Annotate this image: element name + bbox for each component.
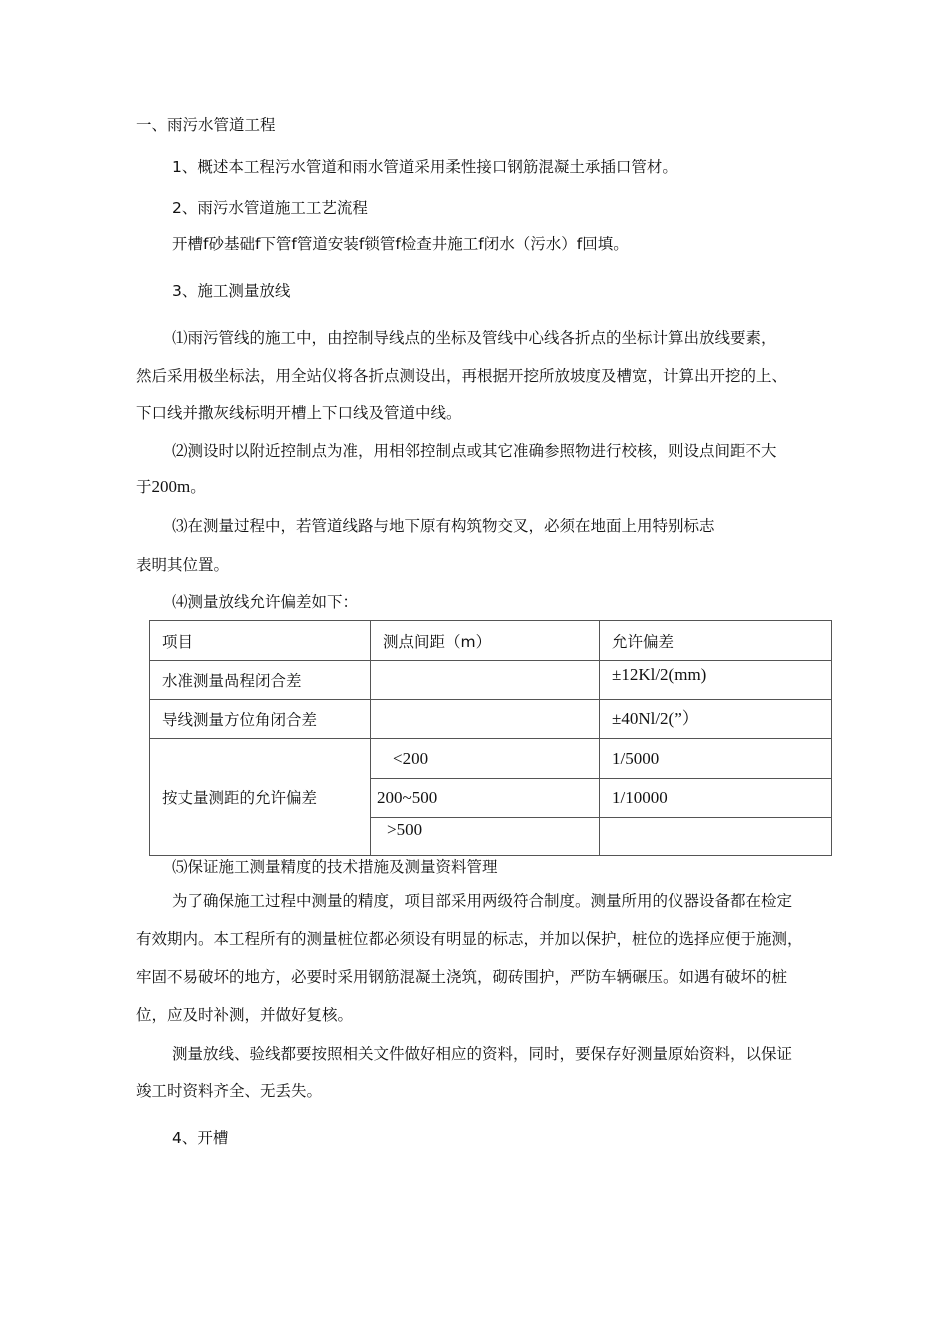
paragraph-6-line-2: 有效期内。本工程所有的测量桩位都必须设有明显的标志，并加以保护，桩位的选择应便于施测， — [136, 930, 803, 948]
table-header-row — [150, 621, 832, 661]
subsection-3-title: 3、施工测量放线 — [172, 282, 291, 300]
tolerance-table — [149, 620, 832, 856]
paragraph-7-line-2: 竣工时资料齐全、无丢失。 — [136, 1082, 323, 1100]
row-2-tolerance: ±40Nl/2(”） — [600, 700, 832, 739]
paragraph-4: ⑷测量放线允许偏差如下： — [172, 593, 359, 611]
paragraph-2-suffix: 。 — [190, 478, 206, 496]
table-row — [150, 700, 832, 739]
paragraph-1-line-1: ⑴雨污管线的施工中，由控制导线点的坐标及管线中心线各折点的坐标计算出放线要素， — [172, 329, 777, 347]
paragraph-3-line-1: ⑶在测量过程中，若管道线路与地下原有构筑物交叉，必须在地面上用特别标志 — [172, 517, 715, 535]
paragraph-3-line-2: 表明其位置。 — [136, 556, 230, 574]
sub-row-1-tolerance: 1/5000 — [600, 739, 832, 779]
sub-row-3-tolerance — [600, 818, 832, 856]
paragraph-1-line-2: 然后采用极坐标法，用全站仪将各折点测设出，再根据开挖所放坡度及槽宽，计算出开挖的上、 — [136, 367, 788, 385]
row-1-spacing — [371, 661, 600, 700]
row-2-spacing — [371, 700, 600, 739]
row-3-item: 按丈量测距的允许偏差 — [150, 739, 371, 856]
paragraph-2-prefix: 于 — [136, 478, 152, 496]
subsection-4-title: 4、开槽 — [172, 1129, 229, 1147]
spacing-value: 200m — [151, 477, 191, 496]
row-1-tolerance: ±12Kl/2(mm) — [600, 661, 832, 700]
section-heading: 一、雨污水管道工程 — [136, 116, 276, 134]
paragraph-2-line-1: ⑵测设时以附近控制点为准，用相邻控制点或其它准确参照物进行校核，则设点间距不大 — [172, 442, 777, 460]
sub-row-2-spacing: 200~500 — [371, 779, 600, 818]
sub-row-3-spacing: >500 — [371, 818, 600, 856]
subsection-2-title: 2、雨污水管道施工工艺流程 — [172, 199, 368, 217]
header-item: 项目 — [150, 621, 371, 661]
paragraph-1-line-3: 下口线并撒灰线标明开槽上下口线及管道中线。 — [136, 404, 462, 422]
paragraph-5-title: ⑸保证施工测量精度的技术措施及测量资料管理 — [172, 858, 498, 876]
process-flow: 开槽f砂基础f下管f管道安装f锁管f检查井施工f闭水（污水）f回填。 — [172, 235, 629, 253]
paragraph-6-line-3: 牢固不易破坏的地方，必要时采用钢筋混凝土浇筑，砌砖围护，严防车辆碾压。如遇有破坏的桩 — [136, 968, 788, 986]
table-row — [150, 739, 832, 779]
header-tolerance: 允许偏差 — [600, 621, 832, 661]
sub-row-1-spacing: <200 — [371, 739, 600, 779]
paragraph-6-line-1: 为了确保施工过程中测量的精度，项目部采用两级符合制度。测量所用的仪器设备都在检定 — [172, 892, 793, 910]
subsection-1-overview: 1、概述本工程污水管道和雨水管道采用柔性接口钢筋混凝土承插口管材。 — [172, 158, 678, 176]
row-2-item: 导线测量方位角闭合差 — [150, 700, 371, 739]
table-row — [150, 661, 832, 700]
paragraph-2-line-2 — [136, 477, 206, 497]
sub-row-2-tolerance: 1/10000 — [600, 779, 832, 818]
paragraph-7-line-1: 测量放线、验线都要按照相关文件做好相应的资料，同时，要保存好测量原始资料，以保证 — [172, 1045, 793, 1063]
row-1-item: 水准测量咼程闭合差 — [150, 661, 371, 700]
paragraph-6-line-4: 位，应及时补测，并做好复核。 — [136, 1006, 354, 1024]
header-spacing: 测点间距（m） — [371, 621, 600, 661]
